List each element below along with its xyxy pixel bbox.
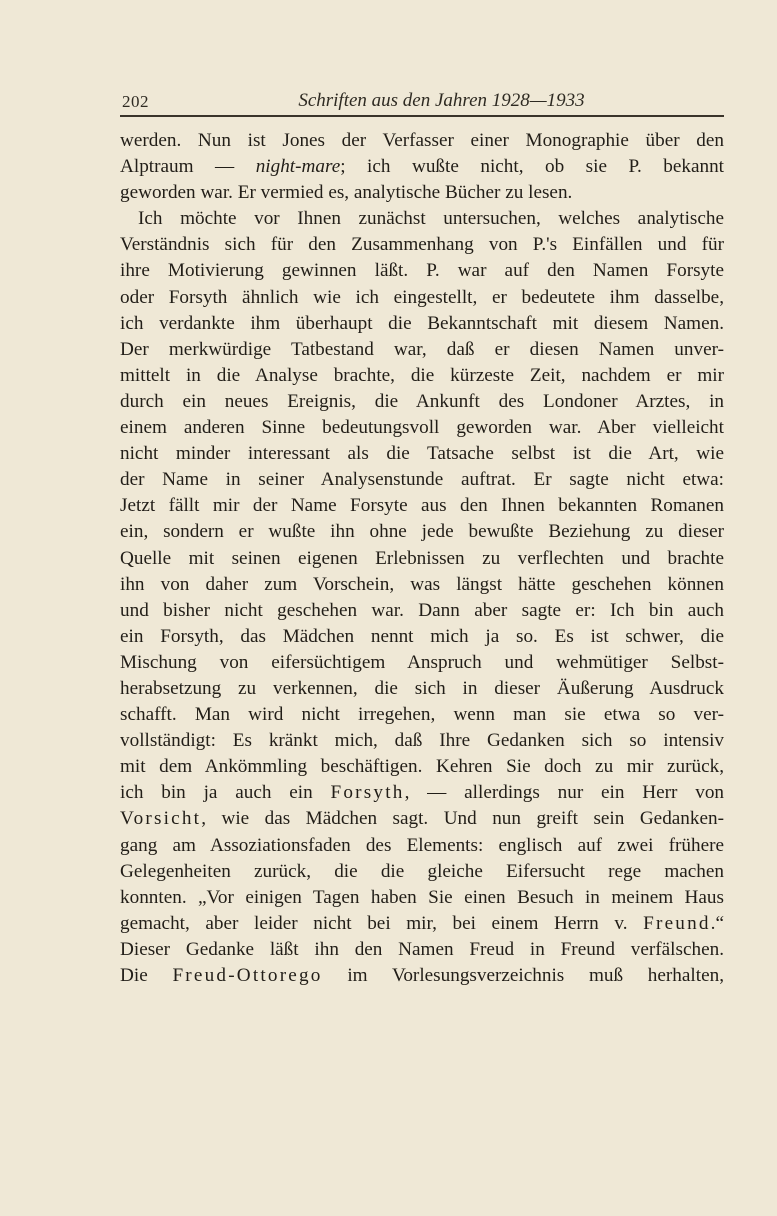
text-line: Ich möchte vor Ihnen zunächst untersuchen, welches analytische [138,208,724,230]
text-line: gemacht, aber leider nicht bei mir, bei einem Herrn v. Freund.“ [120,912,724,934]
text-line: Dieser Gedanke läßt ihn den Namen Freud in Freund verfälschen. [120,938,724,960]
body-text [120,128,724,989]
text-line: vollständigt: Es kränkt mich, daß Ihre Gedanken sich so intensiv [120,730,724,752]
text-line: ich verdankte ihm überhaupt die Bekanntschaft mit diesem Namen. [120,312,724,334]
running-head: Schriften aus den Jahren 1928—1933 [298,90,585,111]
text-line: Alptraum — night-mare; ich wußte nicht, ob sie P. bekannt [120,156,724,178]
text-line: Die Freud-Ottorego im Vorlesungsverzeichnis muß herhalten, [120,965,724,986]
spaced-name: Freund [643,912,711,934]
text-line: Jetzt fällt mir der Name Forsyte aus den Ihnen bekannten Romanen [120,495,724,517]
spaced-name: Forsyth [330,782,405,804]
text-line: ihn von daher zum Vorschein, was längst hätte geschehen können [120,573,724,595]
text-line: mit dem Ankömmling beschäftigen. Kehren Sie doch zu mir zurück, [120,756,724,778]
text-line: durch ein neues Ereignis, die Ankunft des Londoner Arztes, in [120,390,724,412]
text-line: Gelegenheiten zurück, die die gleiche Eifersucht rege machen [120,860,724,882]
text-line: ich bin ja auch ein Forsyth, — allerdings nur ein Herr von [120,782,725,804]
text-line: mittelt in die Analyse brachte, die kürzeste Zeit, nachdem er mir [120,364,724,386]
spaced-name: Vorsicht [120,808,202,830]
text-line: geworden war. Er vermied es, analytische Bücher zu lesen. [120,182,573,204]
text-line: der Name in seiner Analysenstunde auftrat. Er sagte nicht etwa: [120,469,724,491]
text-line: schafft. Man wird nicht irregehen, wenn man sie etwa so ver- [120,704,724,726]
text-line: ein, sondern er wußte ihn ohne jede bewußte Beziehung zu dieser [120,521,724,543]
text-line: Vorsicht, wie das Mädchen sagt. Und nun greift sein Gedanken- [120,808,724,830]
page-header [120,92,723,116]
text-line: werden. Nun ist Jones der Verfasser einer Monographie über den [120,130,724,151]
text-line: einem anderen Sinne bedeutungsvoll geworden war. Aber vielleicht [120,417,724,439]
header-rule [120,115,724,117]
text-line: gang am Assoziationsfaden des Elements: englisch auf zwei frühere [120,834,724,856]
page-number: 202 [122,92,149,111]
spaced-name: Freud-Ottorego [172,965,323,986]
text-line: konnten. „Vor einigen Tagen haben Sie einen Besuch in meinem Haus [120,886,724,908]
italic-term: night-mare [255,156,341,178]
text-line: nicht minder interessant als die Tatsache selbst ist die Art, wie [120,443,724,465]
text-line: Quelle mit seinen eigenen Erlebnissen zu verflechten und brachte [120,547,724,569]
text-line: und bisher nicht geschehen war. Dann aber sagte er: Ich bin auch [120,599,724,621]
text-line: Mischung von eifersüchtigem Anspruch und wehmütiger Selbst- [120,651,724,673]
text-line: Verständnis sich für den Zusammenhang von P.'s Einfällen und für [120,234,724,256]
text-line: herabsetzung zu verkennen, die sich in dieser Äußerung Ausdruck [120,677,724,699]
text-line: ihre Motivierung gewinnen läßt. P. war auf den Namen Forsyte [120,260,724,282]
text-line: oder Forsyth ähnlich wie ich eingestellt, er bedeutete ihm dasselbe, [120,286,724,308]
text-line: ein Forsyth, das Mädchen nennt mich ja so. Es ist schwer, die [120,625,724,647]
text-line: Der merkwürdige Tatbestand war, daß er diesen Namen unver- [120,338,724,360]
